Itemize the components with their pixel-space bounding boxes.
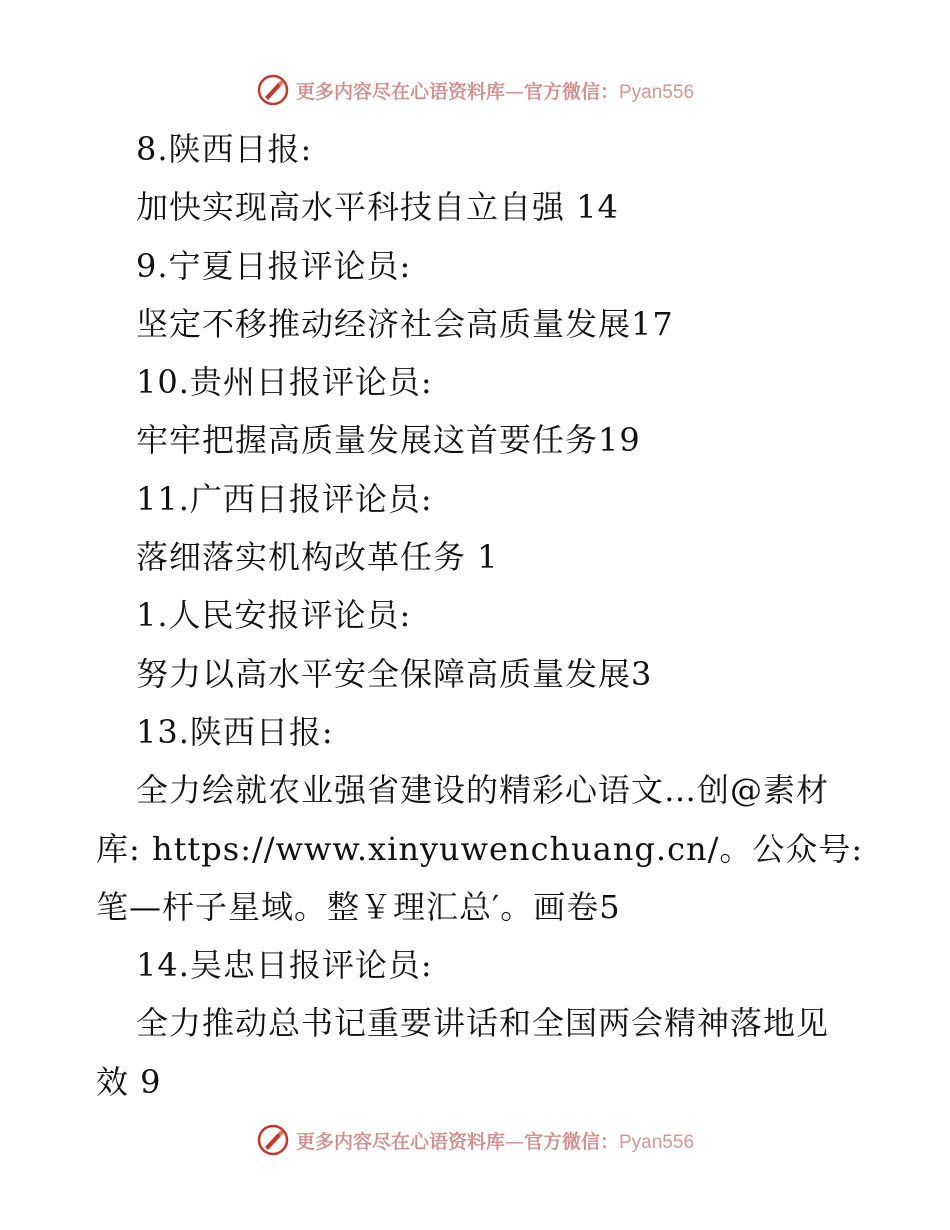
footer-site-name: 更多内容尽在心语资料库	[295, 1130, 505, 1153]
entry-9-source: 9.宁夏日报评论员:	[136, 246, 412, 285]
entry-11-title: 落细落实机构改革任务 1	[136, 538, 499, 577]
entry-8-title: 加快实现高水平科技自立自强 14	[136, 188, 619, 227]
header-banner	[0, 70, 950, 110]
header-wechat-label: 官方微信：	[523, 80, 619, 103]
footer-banner	[0, 1120, 950, 1160]
entry-12-title: 努力以高水平安全保障高质量发展3	[136, 654, 653, 693]
entry-13-source: 13.陕西日报:	[136, 712, 334, 751]
header-separator: —	[504, 80, 524, 103]
document-body	[96, 120, 866, 1111]
pen-logo-icon	[256, 1123, 290, 1157]
header-site-name: 更多内容尽在心语资料库	[295, 80, 505, 103]
pen-logo-icon	[256, 73, 290, 107]
entry-10-title: 牢牢把握高质量发展这首要任务19	[136, 421, 641, 460]
entry-13-title-line2: 库: https://www.xinyuwenchuang.cn/。公众号:	[96, 829, 864, 868]
entry-13-title-line3: 笔—杆子星域。整￥理汇总′。画卷5	[96, 887, 621, 926]
entry-9-title: 坚定不移推动经济社会高质量发展17	[136, 304, 674, 343]
entry-12-source: 1.人民安报评论员:	[136, 596, 412, 635]
entry-11-source: 11.广西日报评论员:	[136, 479, 433, 518]
footer-separator: —	[504, 1130, 524, 1153]
header-wechat-id: Pyan556	[619, 81, 695, 103]
entry-14-source: 14.吴忠日报评论员:	[136, 946, 433, 985]
header-text	[296, 77, 694, 104]
entry-8-source: 8.陕西日报:	[136, 130, 313, 168]
footer-wechat-id: Pyan556	[619, 1131, 695, 1153]
footer-text	[296, 1127, 694, 1154]
entry-14-title-line1: 全力推动总书记重要讲话和全国两会精神落地见	[136, 1004, 830, 1043]
entry-10-source: 10.贵州日报评论员:	[136, 363, 433, 402]
entry-14-title-line2: 效 9	[96, 1062, 162, 1101]
entry-13-title-line1: 全力绘就农业强省建设的精彩心语文…创@素材	[136, 771, 830, 810]
footer-wechat-label: 官方微信：	[523, 1130, 619, 1153]
